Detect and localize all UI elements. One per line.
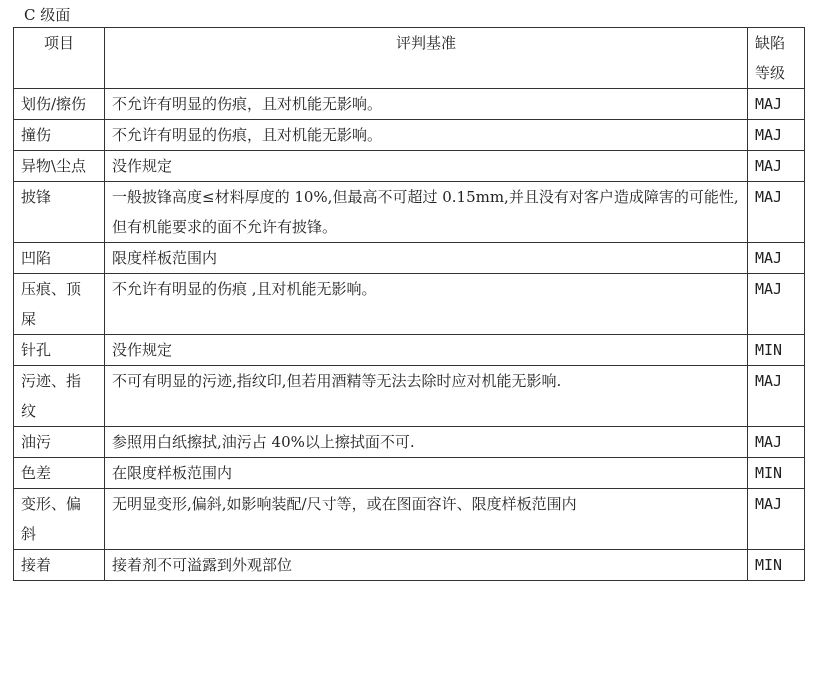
row-criteria: 不允许有明显的伤痕，且对机能无影响。 — [105, 89, 748, 120]
header-item-label: 项目 — [43, 34, 74, 52]
row-grade: MAJ — [748, 182, 805, 243]
row-grade: MAJ — [748, 489, 805, 550]
table-header-row — [14, 28, 805, 89]
row-criteria: 一般披锋高度≤材料厚度的 10%,但最高不可超过 0.15mm,并且没有对客户造成障害的可能性,但有机能要求的面不允许有披锋。 — [105, 182, 748, 243]
table-row — [14, 243, 805, 274]
row-item — [14, 274, 105, 335]
row-item-label: 污迹、指纹 — [21, 372, 82, 420]
row-item — [14, 335, 105, 366]
table-row — [14, 89, 805, 120]
row-grade: MAJ — [748, 151, 805, 182]
table-row — [14, 550, 805, 581]
row-grade: MIN — [748, 550, 805, 581]
row-grade: MIN — [748, 335, 805, 366]
header-grade — [748, 28, 805, 89]
table-row — [14, 458, 805, 489]
section-caption: C 级面 — [24, 6, 71, 24]
row-item-label: 接着 — [21, 556, 52, 574]
row-item-label: 划伤/擦伤 — [21, 95, 87, 113]
row-item — [14, 151, 105, 182]
row-item — [14, 489, 105, 550]
row-grade: MAJ — [748, 243, 805, 274]
row-criteria: 不允许有明显的伤痕，且对机能无影响。 — [105, 120, 748, 151]
row-item — [14, 550, 105, 581]
row-item — [14, 427, 105, 458]
row-criteria: 不允许有明显的伤痕 ,且对机能无影响。 — [105, 274, 748, 335]
header-criteria-label: 评判基准 — [395, 34, 456, 52]
row-item-label: 凹陷 — [21, 249, 52, 267]
table-row — [14, 335, 805, 366]
row-item-label: 针孔 — [21, 341, 52, 359]
row-item-label: 压痕、顶屎 — [21, 280, 82, 328]
row-item — [14, 89, 105, 120]
row-item-label: 变形、偏斜 — [21, 495, 82, 543]
row-item-label: 色差 — [21, 464, 52, 482]
row-criteria: 在限度样板范围内 — [105, 458, 748, 489]
row-criteria: 没作规定 — [105, 151, 748, 182]
table-row — [14, 366, 805, 427]
row-grade: MAJ — [748, 89, 805, 120]
row-grade: MAJ — [748, 427, 805, 458]
table-row — [14, 182, 805, 243]
row-item — [14, 458, 105, 489]
row-criteria: 不可有明显的污迹,指纹印,但若用酒精等无法去除时应对机能无影响. — [105, 366, 748, 427]
row-grade: MAJ — [748, 120, 805, 151]
row-item-label: 撞伤 — [21, 126, 52, 144]
row-item — [14, 243, 105, 274]
row-item — [14, 366, 105, 427]
row-item-label: 异物\尘点 — [21, 157, 87, 175]
row-criteria: 接着剂不可溢露到外观部位 — [105, 550, 748, 581]
row-item-label: 披锋 — [21, 188, 52, 206]
table-row — [14, 120, 805, 151]
header-criteria — [105, 28, 748, 89]
row-item — [14, 120, 105, 151]
table-row — [14, 274, 805, 335]
table-row — [14, 151, 805, 182]
inspection-criteria-table — [13, 27, 805, 581]
row-criteria: 没作规定 — [105, 335, 748, 366]
row-item — [14, 182, 105, 243]
row-criteria: 无明显变形,偏斜,如影响装配/尺寸等，或在图面容许、限度样板范围内 — [105, 489, 748, 550]
row-grade: MIN — [748, 458, 805, 489]
row-item-label: 油污 — [21, 433, 52, 451]
header-grade-label: 缺陷等级 — [755, 34, 786, 82]
row-criteria: 限度样板范围内 — [105, 243, 748, 274]
header-item — [14, 28, 105, 89]
row-grade: MAJ — [748, 274, 805, 335]
row-grade: MAJ — [748, 366, 805, 427]
table-row — [14, 427, 805, 458]
table-row — [14, 489, 805, 550]
row-criteria: 参照用白纸擦拭,油污占 40%以上擦拭面不可. — [105, 427, 748, 458]
